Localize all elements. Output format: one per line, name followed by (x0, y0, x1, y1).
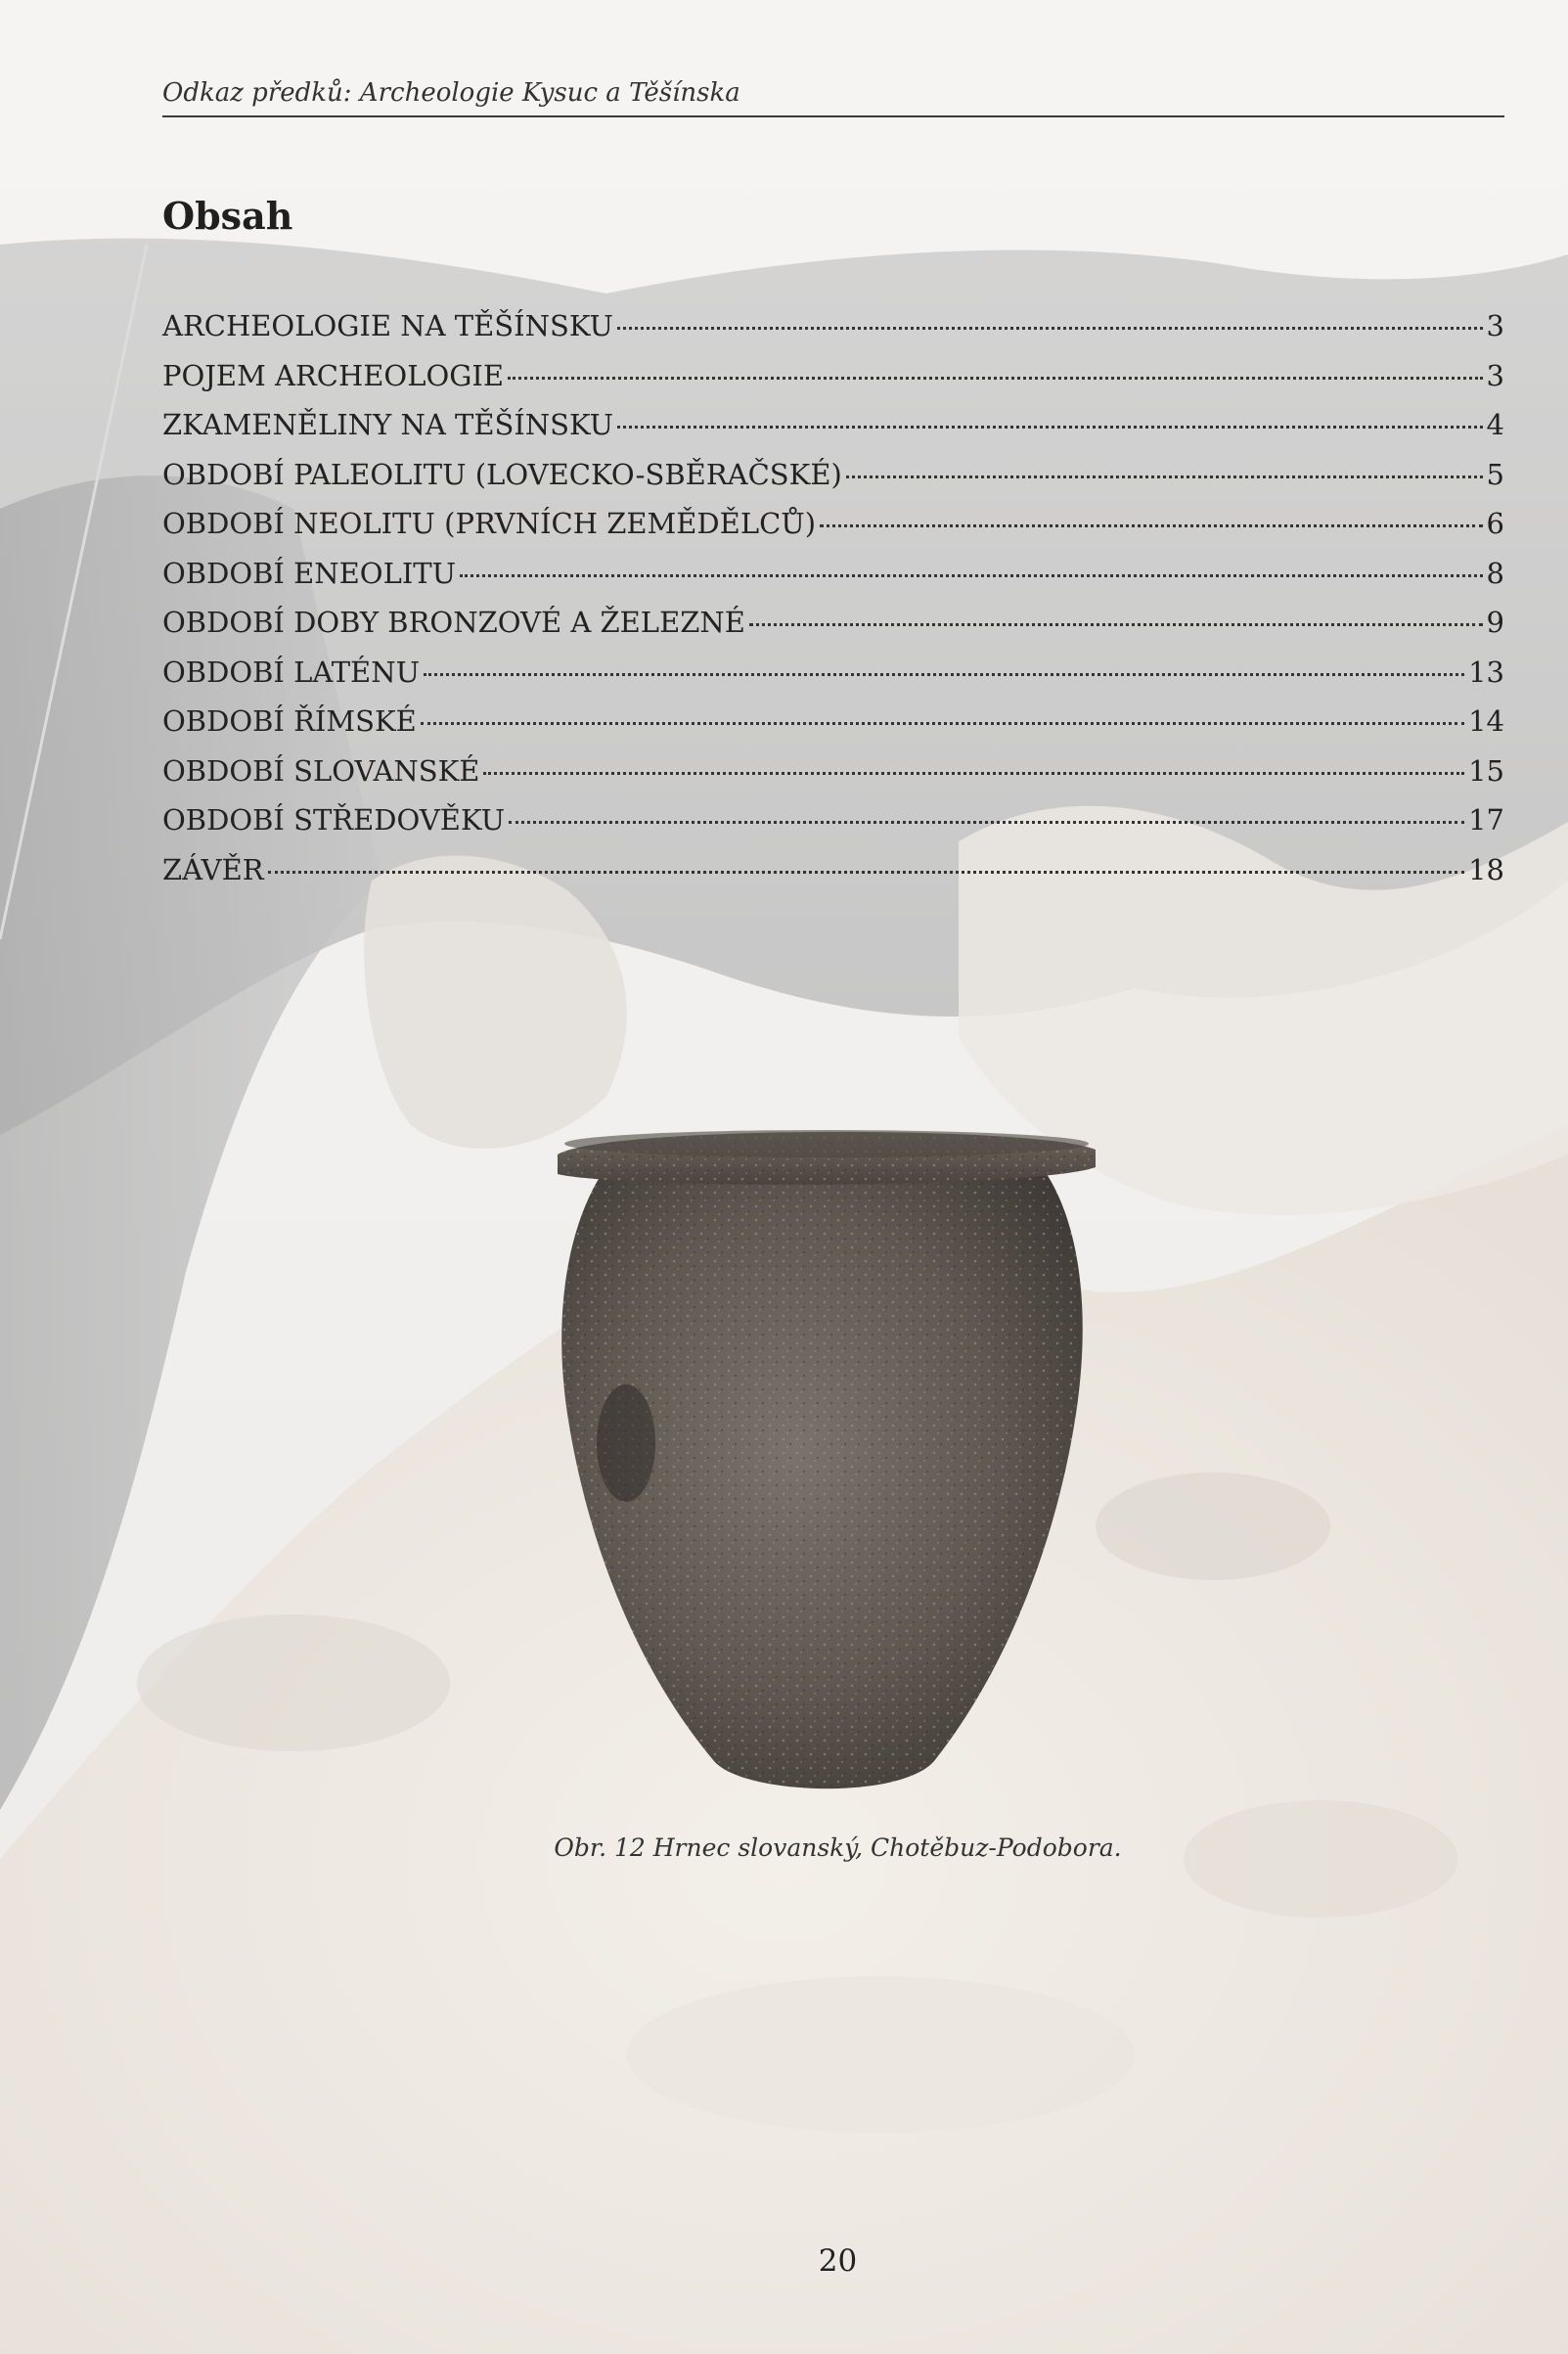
toc-entry-label: POJEM ARCHEOLOGIE (162, 358, 505, 392)
toc-leader-dots (846, 475, 1483, 478)
toc-entry-page: 3 (1486, 309, 1504, 342)
toc-entry-page: 17 (1468, 803, 1504, 837)
toc-entry[interactable] (162, 656, 1504, 705)
toc-entry-label: OBDOBÍ DOBY BRONZOVÉ A ŽELEZNÉ (162, 606, 745, 639)
table-of-contents (162, 309, 1504, 902)
running-title: Odkaz předků: Archeologie Kysuc a Těšínska (162, 78, 740, 108)
toc-entry[interactable] (162, 853, 1504, 903)
toc-entry[interactable] (162, 458, 1504, 508)
page-number: 20 (818, 2243, 858, 2279)
toc-entry[interactable] (162, 408, 1504, 458)
toc-leader-dots (509, 821, 1464, 824)
toc-leader-dots (268, 871, 1464, 874)
toc-entry-page: 5 (1486, 457, 1504, 491)
toc-entry-label: OBDOBÍ NEOLITU (PRVNÍCH ZEMĚDĚLCŮ) (162, 507, 817, 540)
toc-entry-page: 18 (1468, 852, 1504, 886)
toc-entry-label: ZÁVĚR (162, 852, 264, 886)
toc-entry-label: OBDOBÍ PALEOLITU (LOVECKO-SBĚRAČSKÉ) (162, 457, 842, 491)
toc-entry[interactable] (162, 803, 1504, 853)
toc-title: Obsah (162, 194, 293, 238)
toc-leader-dots (820, 524, 1483, 527)
toc-entry[interactable] (162, 359, 1504, 409)
toc-entry-page: 14 (1468, 704, 1504, 738)
toc-entry-label: OBDOBÍ SLOVANSKÉ (162, 753, 480, 788)
toc-leader-dots (483, 772, 1464, 775)
toc-leader-dots (617, 327, 1483, 330)
toc-entry-label: ZKAMENĚLINY NA TĚŠÍNSKU (162, 408, 614, 441)
toc-entry-page: 8 (1486, 556, 1504, 590)
toc-entry-page: 4 (1486, 408, 1504, 441)
toc-leader-dots (749, 623, 1483, 626)
toc-entry-label: OBDOBÍ ENEOLITU (162, 556, 457, 590)
figure-caption: Obr. 12 Hrnec slovanský, Chotěbuz-Podobora. (554, 1833, 1122, 1862)
header-rule (162, 115, 1504, 117)
toc-leader-dots (421, 722, 1464, 725)
toc-entry-label: OBDOBÍ LATÉNU (162, 655, 421, 689)
toc-entry-label: OBDOBÍ STŘEDOVĚKU (162, 803, 506, 837)
toc-entry-page: 13 (1468, 655, 1504, 689)
toc-entry[interactable] (162, 754, 1504, 804)
toc-entry[interactable] (162, 704, 1504, 754)
toc-leader-dots (424, 673, 1464, 676)
toc-entry[interactable] (162, 309, 1504, 359)
toc-entry-label: OBDOBÍ ŘÍMSKÉ (162, 704, 417, 738)
toc-leader-dots (460, 574, 1482, 577)
toc-entry-page: 15 (1468, 753, 1504, 788)
toc-leader-dots (508, 377, 1483, 380)
toc-entry-page: 3 (1486, 358, 1504, 392)
toc-entry[interactable] (162, 507, 1504, 557)
toc-entry[interactable] (162, 557, 1504, 607)
toc-entry-page: 6 (1486, 507, 1504, 540)
pot-photo (548, 1120, 1105, 1815)
toc-leader-dots (617, 426, 1482, 429)
toc-entry-label: ARCHEOLOGIE NA TĚŠÍNSKU (162, 309, 613, 342)
toc-entry-page: 9 (1486, 606, 1504, 639)
toc-entry[interactable] (162, 606, 1504, 656)
